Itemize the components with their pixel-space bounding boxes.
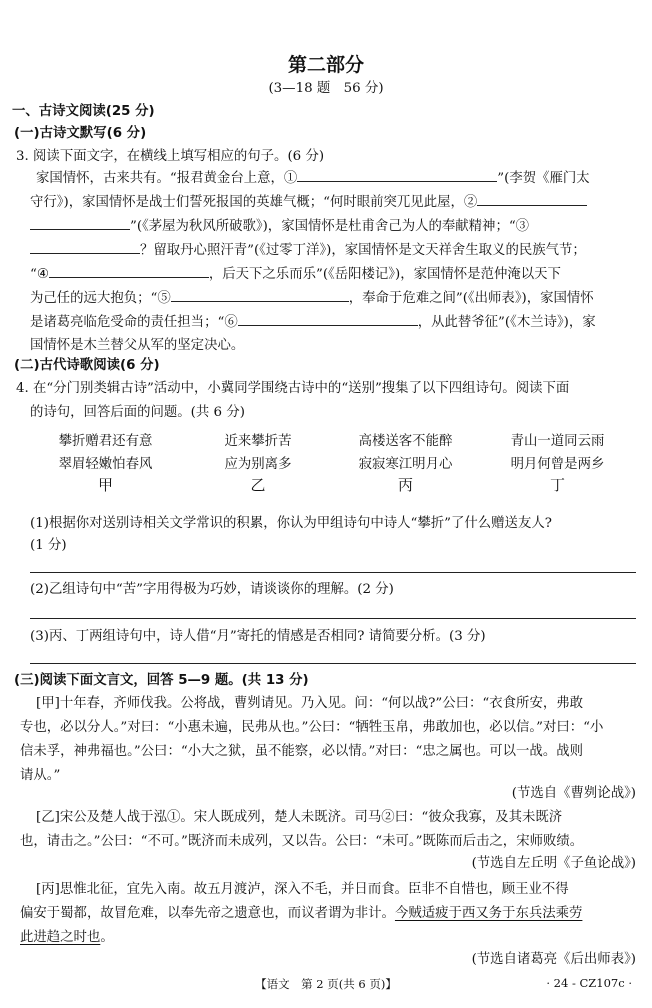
q3-line: “④ ，后天下之乐而乐”(《岳阳楼记》)，家国情怀是范仲淹以天下 (30, 263, 561, 282)
q4-part1: (1)根据你对送别诗相关文学常识的积累，你认为甲组诗句中诗人“攀折”了什么赠送友人? (30, 516, 552, 531)
passage-jia: [甲]十年春，齐师伐我。公将战，曹刿请见。乃入见。问：“何以战?”公曰：“衣食所安，弗敢 (36, 696, 584, 711)
passage-jia: 请从。” (20, 768, 61, 783)
passage-bing: 偏安于蜀都，故冒危难，以奉先帝之遗意也，而议者谓为非计。今贼适疲于西又务于东兵法乘劳 (20, 906, 583, 921)
section-heading: 一、古诗文阅读(25 分) (12, 104, 155, 119)
answer-blank-3[interactable] (30, 239, 140, 254)
page-footer: 【语文 第 2 页(共 6 页)】 (255, 977, 397, 991)
underlined-sentence: 今贼适疲于西又务于东兵法乘劳 (394, 906, 583, 921)
q3-line: 是诸葛亮临危受命的责任担当；“⑥ ，从此替爷征”(《木兰诗》)，家 (30, 311, 596, 330)
q4-part3: (3)丙、丁两组诗句中，诗人借“月”寄托的情感是否相同? 请简要分析。(3 分) (30, 629, 486, 644)
poem-group-bing: 高楼送客不能醉 寂寂寒江明月心 丙 (358, 434, 453, 494)
answer-blank-2a[interactable] (477, 191, 587, 206)
answer-line-1[interactable] (30, 572, 636, 573)
subsection-heading-1: (一)古诗文默写(6 分) (14, 126, 147, 141)
q4-part1-score: (1 分) (30, 538, 67, 553)
q4-stem: 的诗句，回答后面的问题。(共 6 分) (30, 405, 245, 420)
page-subtitle: (3—18 题 56 分) (268, 81, 384, 96)
passage-yi: 也，请击之。”公曰：“不可。”既济而未成列，又以告。公曰：“未可。”既陈而后击之，宋师败绩。 (20, 834, 584, 849)
source-jia: (节选自《曹刿论战》) (511, 786, 636, 801)
page-code: · 24 - CZ107c · (546, 976, 632, 990)
q4-stem: 4. 在“分门别类辑古诗”活动中，小冀同学围绕古诗中的“送别”搜集了以下四组诗句。阅读下面 (16, 381, 570, 396)
answer-line-2[interactable] (30, 618, 636, 619)
q3-line: 国情怀是木兰替父从军的坚定决心。 (30, 338, 245, 353)
q3-line: ？留取丹心照汗青”(《过零丁洋》)，家国情怀是文天祥舍生取义的民族气节； (30, 239, 586, 258)
q3-line: 为己任的远大抱负；“⑤ ，奉命于危难之间”(《出师表》)，家国情怀 (30, 287, 594, 306)
q3-stem: 3. 阅读下面文字，在横线上填写相应的句子。(6 分) (16, 149, 325, 164)
q3-line: ”(《茅屋为秋风所破歌》)，家国情怀是杜甫舍己为人的奉献精神；“③ (30, 215, 529, 234)
answer-blank-5[interactable] (171, 287, 349, 302)
passage-jia: 专也，必以分人。”对曰：“小惠未遍，民弗从也。”公曰：“牺牲玉帛，弗敢加也，必以信。”对曰：“小 (20, 720, 604, 735)
passage-yi: [乙]宋公及楚人战于泓①。宋人既成列，楚人未既济。司马②曰：“彼众我寡，及其未既济 (36, 810, 563, 825)
answer-line-3[interactable] (30, 663, 636, 664)
answer-blank-4[interactable] (49, 263, 209, 278)
source-bing: (节选自诸葛亮《后出师表》) (471, 952, 636, 967)
answer-blank-1[interactable] (297, 167, 497, 182)
poem-group-yi: 近来攀折苦 应为别离多 乙 (224, 434, 292, 494)
passage-bing: 此进趋之时也。 (20, 930, 114, 945)
poem-group-ding: 青山一道同云雨 明月何曾是两乡 丁 (510, 434, 605, 494)
page-title: 第二部分 (287, 54, 364, 76)
passage-jia: 信未孚，神弗福也。”公曰：“小大之狱，虽不能察，必以情。”对曰：“忠之属也。可以一战。战则 (20, 744, 583, 759)
answer-blank-6[interactable] (238, 311, 418, 326)
subsection-heading-3: (三)阅读下面文言文，回答 5—9 题。(共 13 分) (14, 673, 309, 688)
q3-line: 家国情怀，古来共有。“报君黄金台上意，① ”(李贺《雁门太 (36, 167, 590, 186)
subsection-heading-2: (二)古代诗歌阅读(6 分) (14, 358, 160, 373)
answer-blank-2b[interactable] (30, 215, 130, 230)
q3-line: 守行》)，家国情怀是战士们誓死报国的英雄气概；“何时眼前突兀见此屋，② (30, 191, 587, 210)
q4-part2: (2)乙组诗句中“苦”字用得极为巧妙，请谈谈你的理解。(2 分) (30, 582, 394, 597)
source-yi: (节选自左丘明《子鱼论战》) (471, 856, 636, 871)
underlined-sentence: 此进趋之时也 (20, 930, 101, 945)
passage-bing: [丙]思惟北征，宜先入南。故五月渡泸，深入不毛，并日而食。臣非不自惜也，顾王业不得 (36, 882, 569, 897)
poem-group-jia: 攀折赠君还有意 翠眉轻嫩怕春风 甲 (58, 434, 153, 494)
